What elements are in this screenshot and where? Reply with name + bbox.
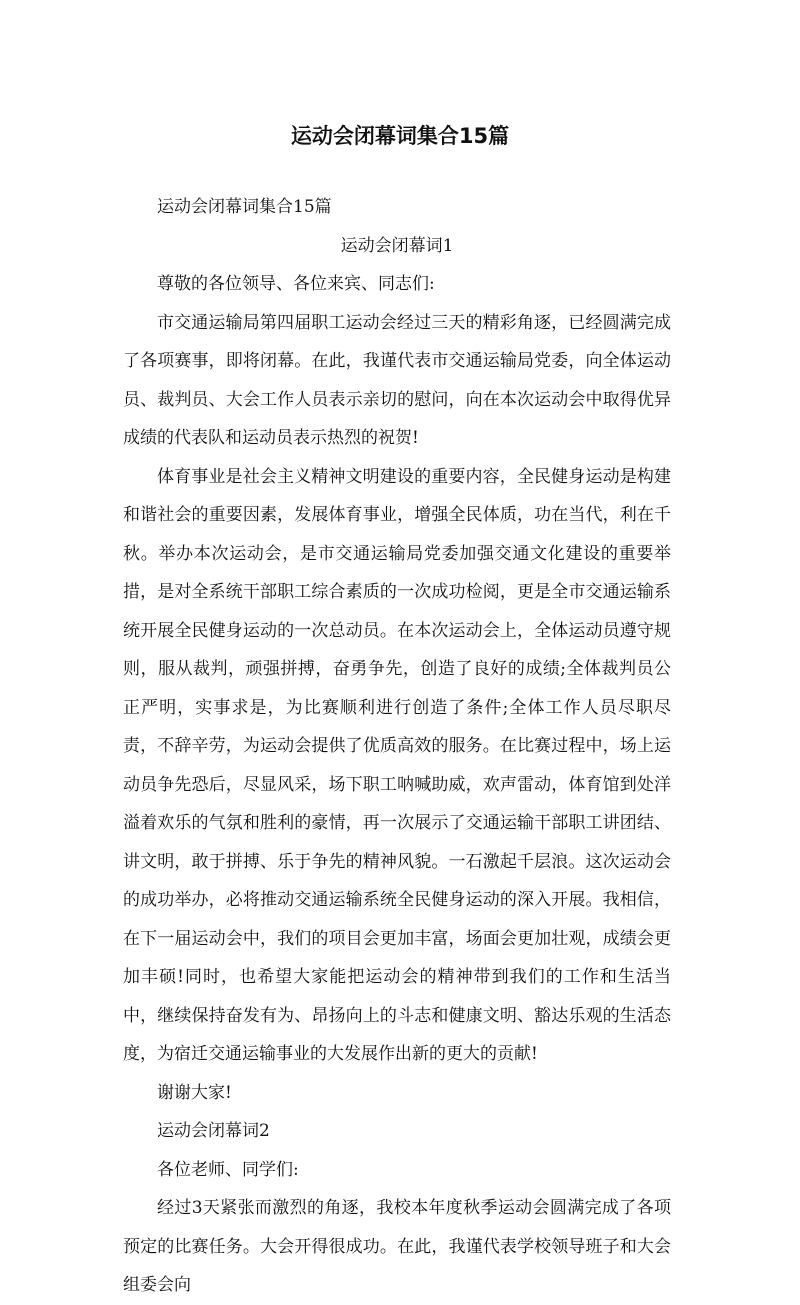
paragraph: 经过3天紧张而激烈的角逐，我校本年度秋季运动会圆满完成了各项预定的比赛任务。大会开得很成功。在此，我谨代表学校领导班子和大会组委会向 <box>123 1198 671 1295</box>
salutation-2: 各位老师、同学们: <box>157 1159 299 1180</box>
paragraph: 市交通运输局第四届职工运动会经过三天的精彩角逐，已经圆满完成了各项赛事，即将闭幕。在此，我谨代表市交通运输局党委，向全体运动员、裁判员、大会工作人员表示亲切的慰问，向在本次运动会中取得优异成绩的代表队和运动员表示热烈的祝贺! <box>123 312 671 448</box>
document-title: 运动会闭幕词集合15篇 <box>290 124 510 148</box>
salutation-1: 尊敬的各位领导、各位来宾、同志们: <box>157 274 435 294</box>
document-body <box>123 188 671 1305</box>
section-heading-1: 运动会闭幕词1 <box>340 235 454 256</box>
paragraph: 体育事业是社会主义精神文明建设的重要内容，全民健身运动是构建和谐社会的重要因素，发展体育事业，增强全民体质，功在当代，利在千秋。举办本次运动会，是市交通运输局党委加强交通文化建设的重要举措，是对全系统干部职工综合素质的一次成功检阅，更是全市交通运输系统开展全民健身运动的一次总动员。在本次运动会上，全体运动员遵守规则，服从裁判，顽强拼搏，奋勇争先，创造了良好的成绩;全体裁判员公正严明，实事求是，为比赛顺利进行创造了条件;全体工作人员尽职尽责，不辞辛劳，为运动会提供了优质高效的服务。在比赛过程中，场上运动员争先恐后，尽显风采，场下职工呐喊助威，欢声雷动，体育馆到处洋溢着欢乐的气氛和胜利的豪情，再一次展示了交通运输干部职工讲团结、讲文明，敢于拼搏、乐于争先的精神风貌。一石激起千层浪。这次运动会的成功举办，必将推动交通运输系统全民健身运动的深入开展。我相信，在下一届运动会中，我们的项目会更加丰富，场面会更加壮观，成绩会更加丰硕!同时，也希望大家能把运动会的精神带到我们的工作和生活当中，继续保持奋发有为、昂扬向上的斗志和健康文明、豁达乐观的生活态度，为宿迁交通运输事业的大发展作出新的更大的贡献! <box>123 466 671 1064</box>
paragraph-heading: 运动会闭幕词集合15篇 <box>157 197 332 217</box>
section-heading-2: 运动会闭幕词2 <box>157 1121 270 1141</box>
closing-thanks: 谢谢大家! <box>157 1082 232 1103</box>
